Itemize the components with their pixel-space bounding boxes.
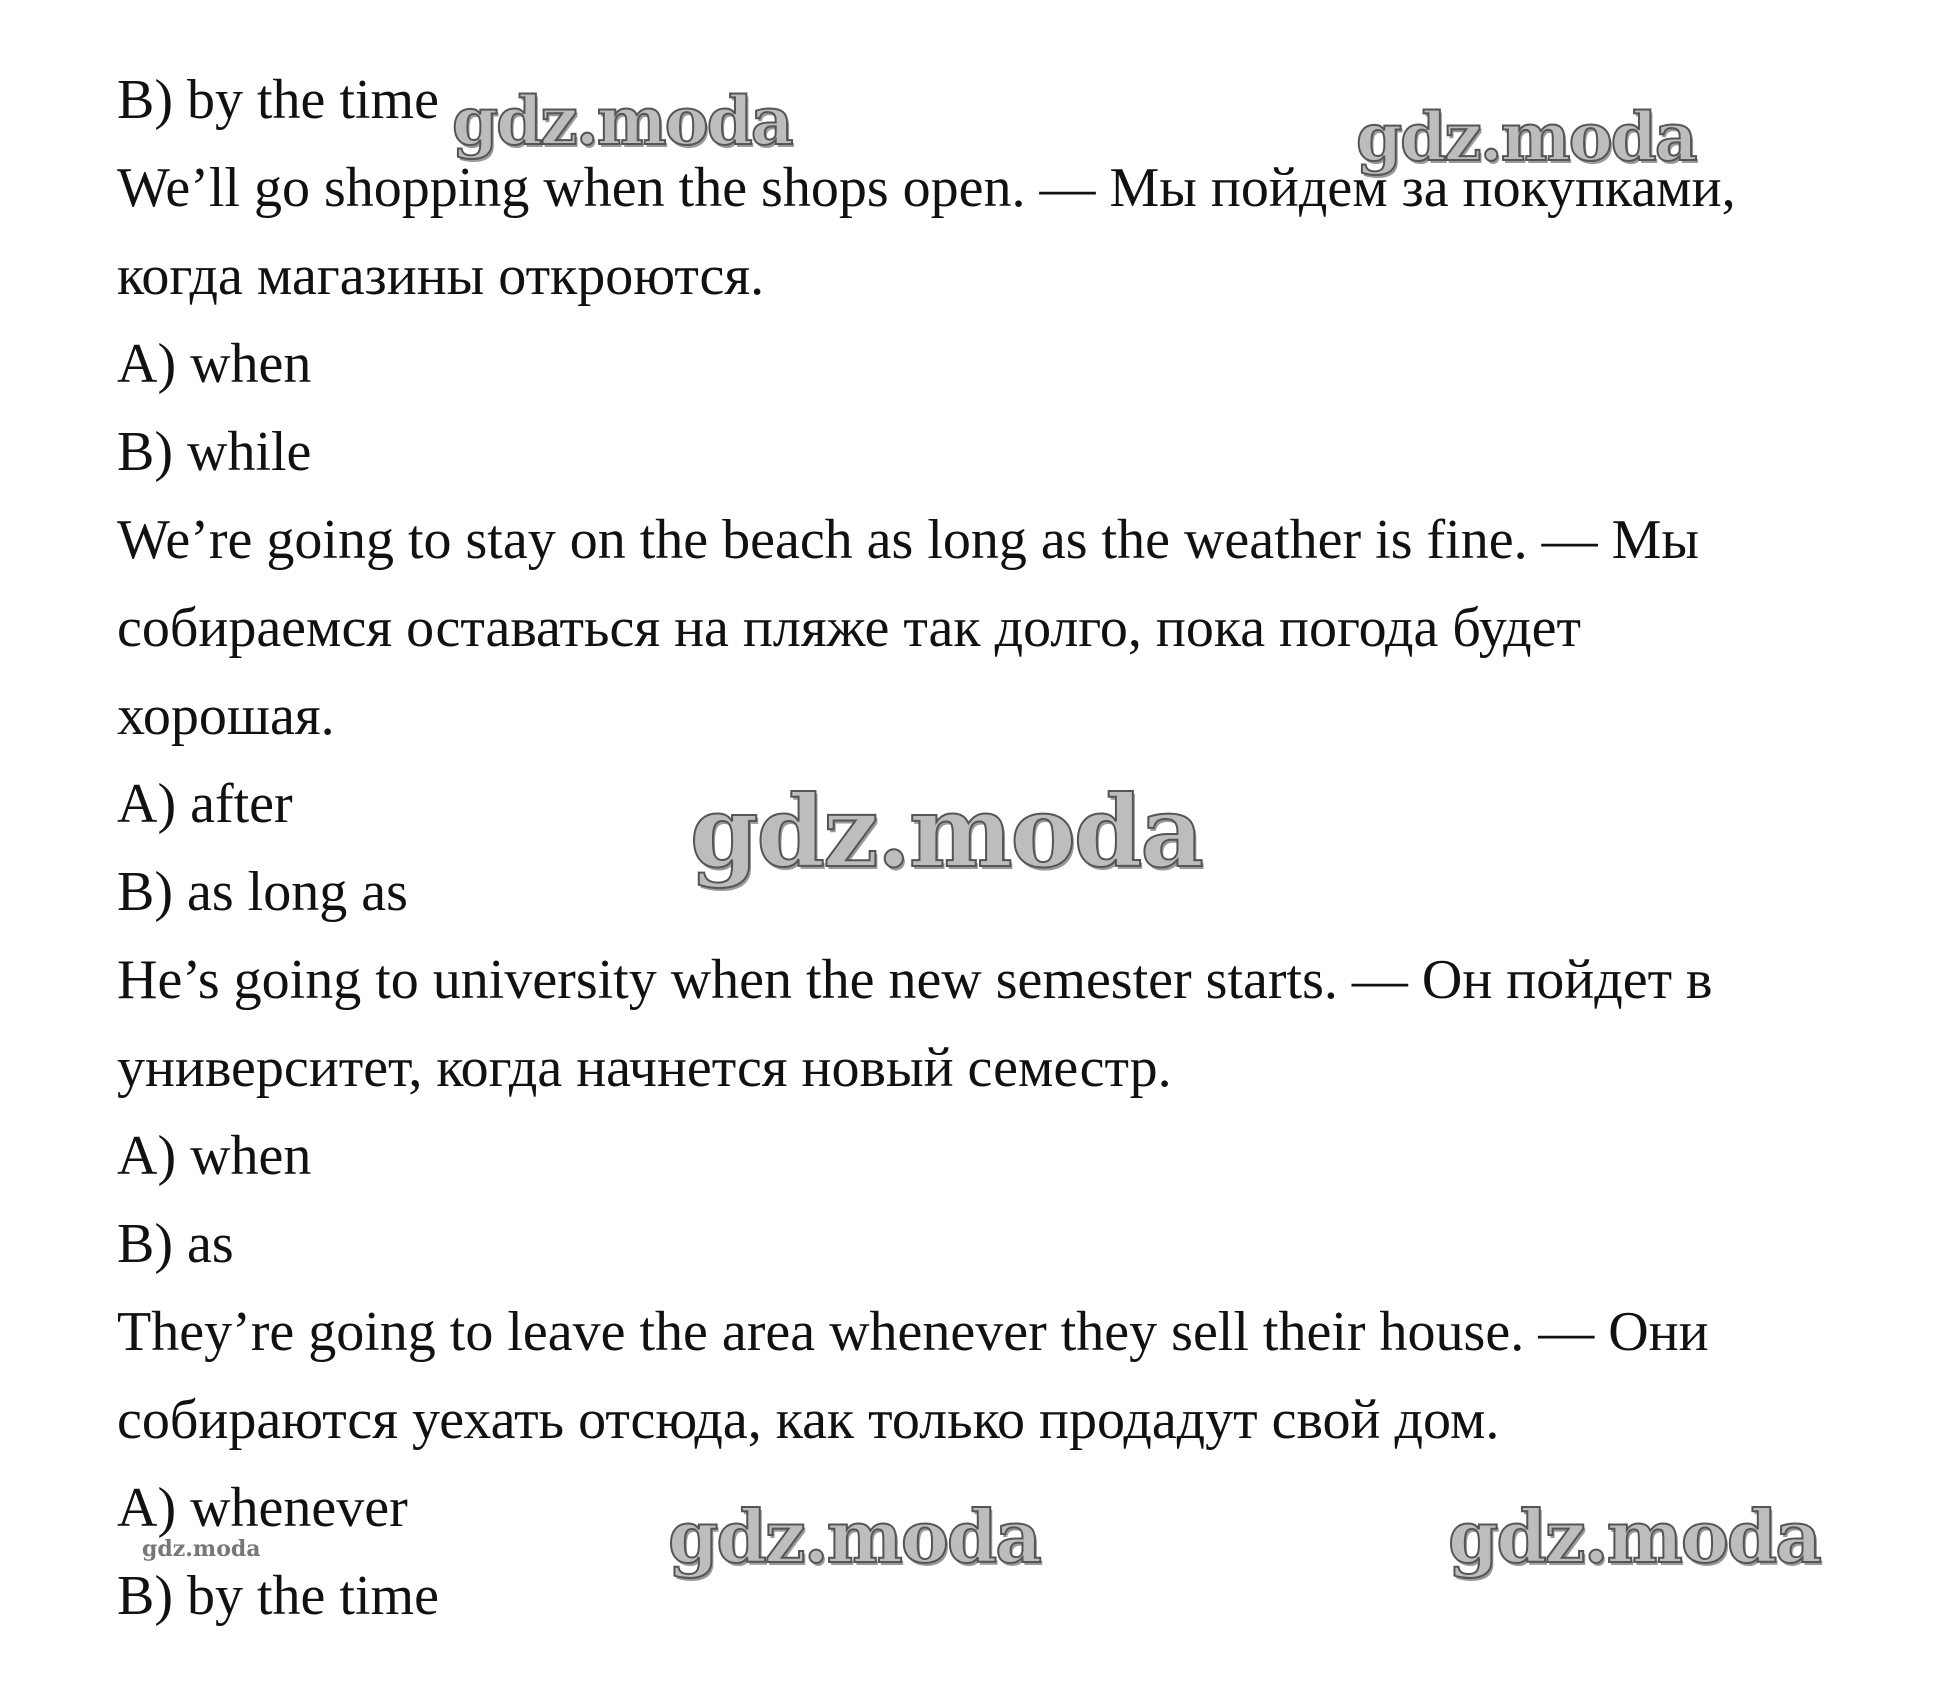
sentence-line: We’re going to stay on the beach as long as the weather is fine. — Мы	[117, 509, 1699, 571]
sentence-line: когда магазины откроются.	[117, 245, 765, 307]
sentence-line: They’re going to leave the area whenever they sell their house. — Они	[117, 1301, 1709, 1363]
sentence-line: собираются уехать отсюда, как только продадут свой дом.	[117, 1389, 1500, 1451]
answer-option-b: B) by the time	[117, 1565, 439, 1627]
sentence-line: We’ll go shopping when the shops open. — Мы пойдем за покупками,	[117, 157, 1736, 219]
sentence-line: He’s going to university when the new semester starts. — Он пойдет в	[117, 949, 1713, 1011]
answer-option-a: A) when	[117, 333, 312, 395]
answer-option-a: A) when	[117, 1125, 312, 1187]
sentence-line: университет, когда начнется новый семестр.	[117, 1037, 1172, 1099]
answer-option-b: B) as	[117, 1213, 234, 1275]
answer-option-b: B) by the time	[117, 69, 439, 131]
watermark-small: gdz.moda	[142, 1536, 261, 1562]
answer-option-a: A) after	[117, 773, 293, 835]
watermark-logo: gdz.moda	[1448, 1494, 1820, 1579]
watermark-logo: gdz.moda	[452, 82, 792, 160]
answer-option-b: B) while	[117, 421, 312, 483]
sentence-line: собираемся оставаться на пляже так долго, пока погода будет	[117, 597, 1581, 659]
answer-option-b: B) as long as	[117, 861, 408, 923]
watermark-logo: gdz.moda	[690, 775, 1202, 890]
watermark-logo: gdz.moda	[668, 1494, 1040, 1579]
watermark-logo: gdz.moda	[1356, 98, 1696, 176]
answer-option-a: A) whenever	[117, 1477, 408, 1539]
sentence-line: хорошая.	[117, 685, 335, 747]
